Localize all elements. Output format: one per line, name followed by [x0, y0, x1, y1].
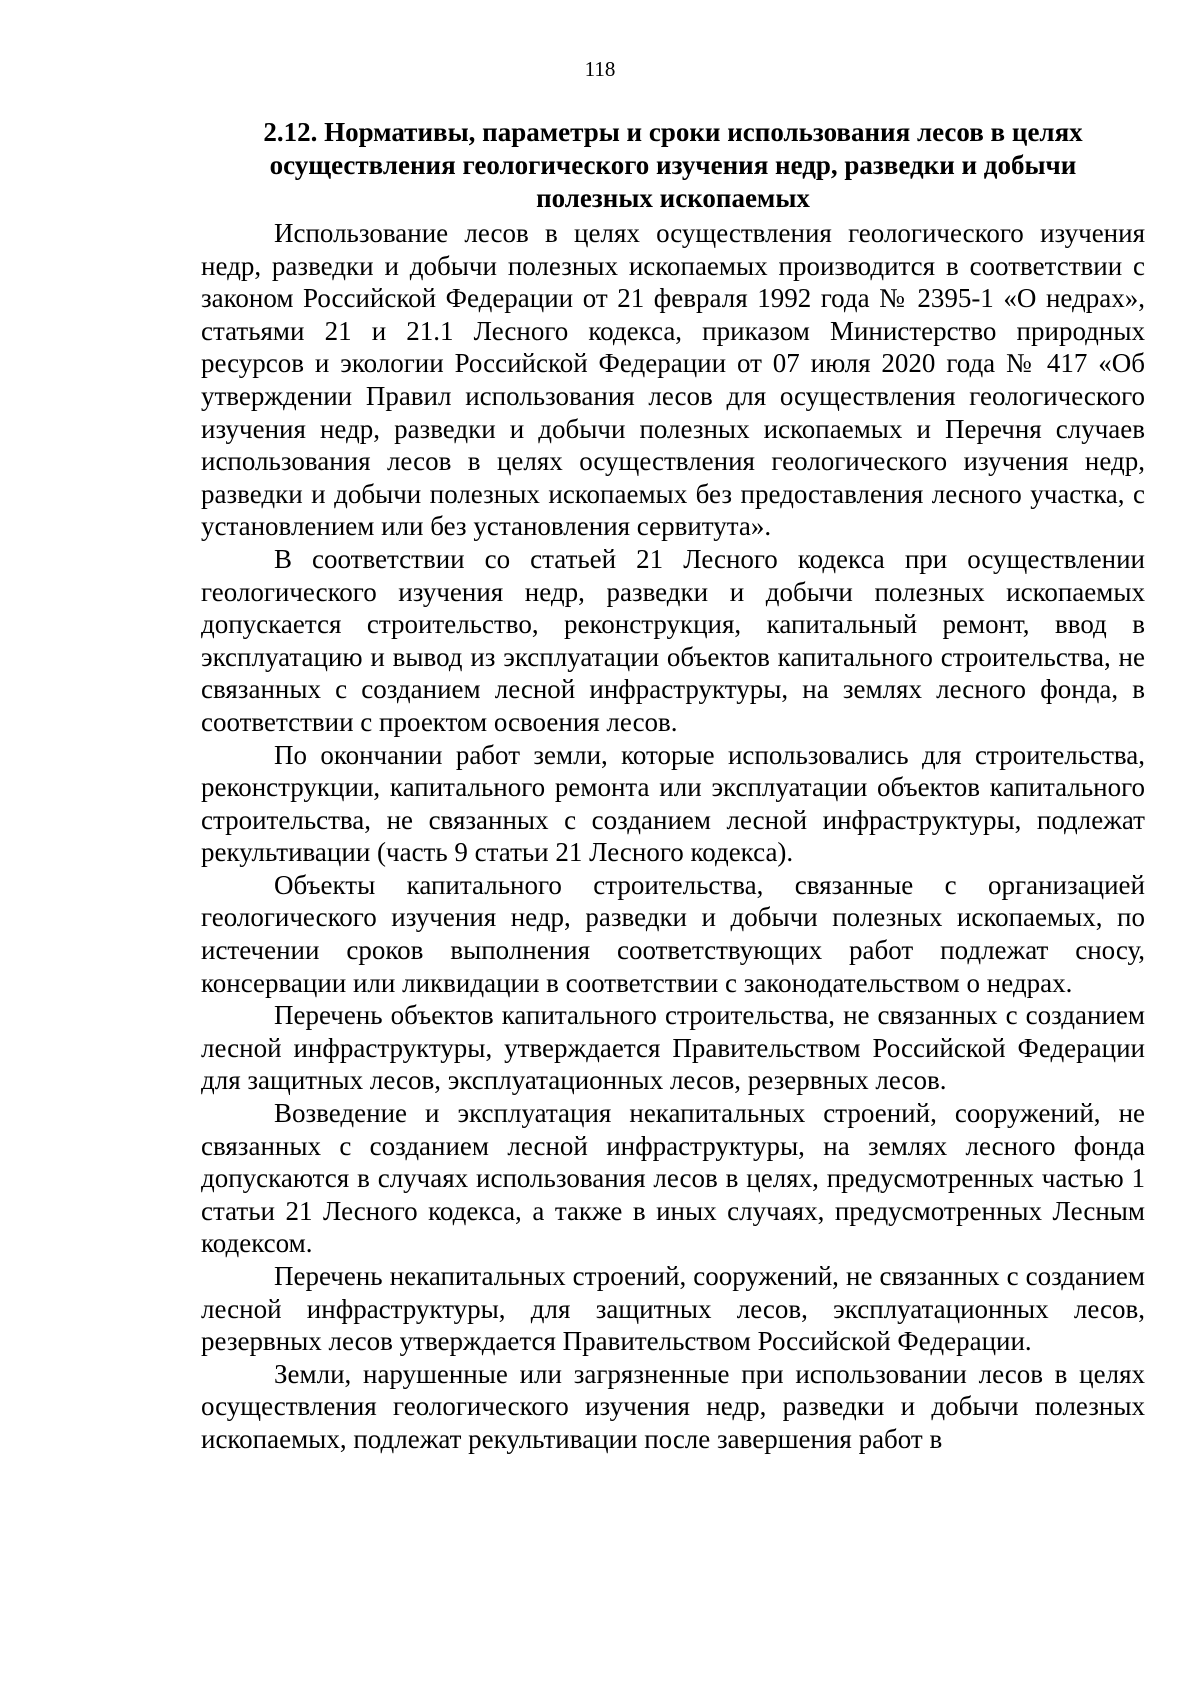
section-heading-line-2: осуществления геологического изучения недр, разведки и добычи	[269, 150, 1077, 180]
page-number: 118	[584, 57, 616, 81]
section-heading	[201, 116, 1145, 215]
section-heading-line-1: 2.12. Нормативы, параметры и сроки использования лесов в целях	[263, 117, 1083, 147]
paragraph-land-recultivation: По окончании работ земли, которые использовались для строительства, реконструкции, капитального ремонта или эксплуатации объектов капитального строительства, не связанных с созданием лесной инфраструктуры, подлежат рекультивации (часть 9 статьи 21 Лесного кодекса).	[201, 739, 1145, 868]
paragraph-capital-objects-list: Перечень объектов капитального строительства, не связанных с созданием лесной инфраструктуры, утверждается Правительством Российской Федерации для защитных лесов, эксплуатационных лесов, резервных лесов.	[201, 1000, 1145, 1096]
paragraph-disturbed-lands-recultivation: Земли, нарушенные или загрязненные при использовании лесов в целях осуществления геологического изучения недр, разведки и добычи полезных ископаемых, подлежат рекультивации после завершения работ в	[201, 1358, 1145, 1454]
section-heading-line-3: полезных ископаемых	[536, 183, 810, 213]
paragraph-noncapital-structures-list: Перечень некапитальных строений, сооружений, не связанных с созданием лесной инфраструктуры, для защитных лесов, эксплуатационных лесов, резервных лесов утверждается Правительством Российской Федерации.	[201, 1261, 1145, 1357]
paragraph-noncapital-structures: Возведение и эксплуатация некапитальных строений, сооружений, не связанных с созданием лесной инфраструктуры, на землях лесного фонда допускаются в случаях использования лесов в целях, предусмотренных частью 1 статьи 21 Лесного кодекса, а также в иных случаях, предусмотренных Лесным кодексом.	[201, 1098, 1145, 1259]
paragraph-forest-use-legal-basis: Использование лесов в целях осуществления геологического изучения недр, разведки и добычи полезных ископаемых производится в соответствии с законом Российской Федерации от 21 февраля 1992 года № 2395-1 «О недрах», статьями 21 и 21.1 Лесного кодекса, приказом Министерство природных ресурсов и экологии Российской Федерации от 07 июля 2020 года № 417 «Об утверждении Правил использования лесов для осуществления геологического изучения недр, разведки и добычи полезных ископаемых и Перечня случаев использования лесов в целях осуществления геологического изучения недр, разведки и добычи полезных ископаемых без предоставления лесного участка, с установлением или без установления сервитута».	[201, 218, 1145, 542]
paragraph-capital-construction-allowed: В соответствии со статьей 21 Лесного кодекса при осуществлении геологического изучения недр, разведки и добычи полезных ископаемых допускается строительство, реконструкция, капитальный ремонт, ввод в эксплуатацию и вывод из эксплуатации объектов капитального строительства, не связанных с созданием лесной инфраструктуры, на землях лесного фонда, в соответствии с проектом освоения лесов.	[201, 543, 1145, 737]
paragraph-objects-demolition: Объекты капитального строительства, связанные с организацией геологического изучения недр, разведки и добычи полезных ископаемых, по истечении сроков выполнения соответствующих работ подлежат сносу, консервации или ликвидации в соответствии с законодательством о недрах.	[201, 869, 1145, 998]
page-content	[201, 116, 1145, 1456]
